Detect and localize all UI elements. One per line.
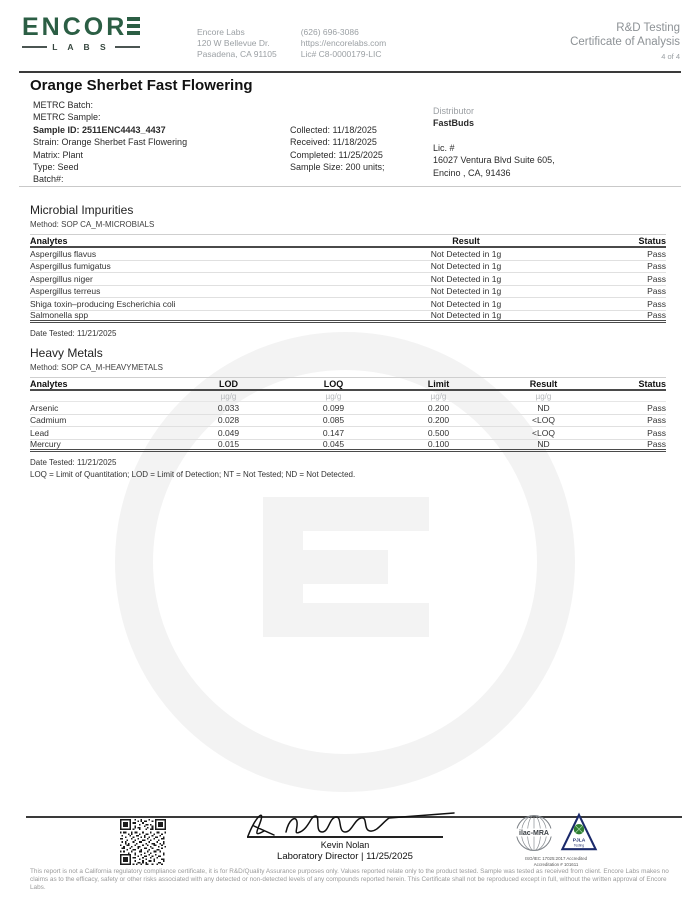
col-limit: Limit — [427, 378, 450, 389]
heavy-metals-method: Method: SOP CA_M-HEAVYMETALS — [30, 363, 163, 372]
collected-date: Collected: 11/18/2025 — [290, 124, 377, 135]
strain: Strain: Orange Sherbet Fast Flowering — [33, 137, 188, 148]
received-date: Received: 11/18/2025 — [290, 137, 377, 148]
lab-license: Lic# C8-0000179-LIC — [300, 49, 382, 59]
microbial-title: Microbial Impurities — [30, 203, 134, 217]
accreditation-standard: ISO/IEC 17025:2017 Accredited — [524, 856, 588, 861]
microbial-table-header — [30, 235, 666, 248]
svg-text:Testing: Testing — [573, 843, 585, 848]
status-value: Pass — [647, 415, 666, 426]
table-row: Shiga toxin–producing Escherichia coli Not Detected in 1g Pass — [30, 298, 666, 309]
unit-label: µg/g — [535, 391, 552, 401]
lab-address2: Pasadena, CA 91105 — [197, 49, 277, 59]
pjla-icon — [560, 812, 598, 854]
metrc-sample: METRC Sample: — [33, 112, 101, 123]
accreditation-block — [504, 812, 608, 867]
distributor-label: Distributor — [433, 106, 475, 116]
sample-size: Sample Size: 200 units; — [290, 162, 385, 173]
sample-details-column — [33, 99, 187, 186]
distributor-license-label: Lic. # — [433, 142, 455, 153]
microbial-date-tested: Date Tested: 11/21/2025 — [30, 329, 117, 338]
distributor-address1: 16027 Ventura Blvd Suite 605, — [433, 155, 555, 166]
distributor-name: FastBuds — [433, 118, 475, 129]
col-status: Status — [638, 235, 666, 246]
metrc-batch: METRC Batch: — [33, 100, 94, 110]
lab-phone: (626) 696-3086 — [300, 27, 359, 37]
col-result: Result — [529, 378, 558, 389]
unit-label: µg/g — [220, 391, 237, 401]
logo-text: ENCOR — [22, 13, 128, 41]
status-value: Pass — [647, 261, 666, 272]
header-divider — [19, 71, 681, 73]
status-value: Pass — [647, 310, 666, 321]
lab-contact-details — [301, 27, 387, 60]
sample-dates-column — [290, 124, 385, 174]
logo-e-icon — [127, 17, 140, 35]
heavy-metals-date-tested: Date Tested: 11/21/2025 — [30, 458, 117, 467]
table-row: Aspergillus terreus Not Detected in 1g Pass — [30, 286, 666, 297]
table-row: Salmonella spp Not Detected in 1g Pass — [30, 311, 666, 324]
ilac-mra-icon — [514, 813, 554, 853]
signer-name: Kevin Nolan — [320, 840, 370, 850]
logo-labs-row — [22, 42, 140, 52]
unit-label: µg/g — [325, 391, 342, 401]
sample-info — [33, 99, 666, 184]
logo-wordmark — [22, 15, 140, 39]
col-analytes: Analytes — [30, 378, 68, 389]
unit-label: µg/g — [430, 391, 447, 401]
microbial-section — [30, 203, 666, 338]
status-value: Pass — [647, 286, 666, 297]
lab-contact-info — [197, 27, 386, 60]
lab-address — [197, 27, 277, 60]
units-row — [30, 391, 666, 402]
signature-line — [247, 836, 443, 838]
status-value: Pass — [647, 402, 666, 413]
lab-name: Encore Labs — [197, 27, 245, 37]
table-row: Lead 0.049 0.147 0.500 <LOQ Pass — [30, 427, 666, 438]
page-title: Orange Sherbet Fast Flowering — [30, 77, 253, 94]
table-row: Cadmium 0.028 0.085 0.200 <LOQ Pass — [30, 415, 666, 426]
report-title: Certificate of Analysis — [570, 36, 680, 48]
heavy-metals-title: Heavy Metals — [30, 346, 103, 360]
heavy-metals-section — [30, 346, 666, 479]
watermark-e-icon — [263, 497, 429, 637]
svg-text:PJLA: PJLA — [572, 838, 586, 844]
col-result: Result — [452, 235, 480, 246]
status-value: Pass — [647, 248, 666, 259]
encore-logo — [22, 15, 140, 52]
microbial-table — [30, 234, 666, 323]
table-row: Aspergillus fumigatus Not Detected in 1g Pass — [30, 261, 666, 272]
logo-labs-text: L A B S — [52, 42, 110, 52]
heavy-metals-table-header — [30, 378, 666, 391]
svg-text:ilac-MRA: ilac-MRA — [519, 829, 549, 837]
table-row: Aspergillus flavus Not Detected in 1g Pass — [30, 248, 666, 259]
lab-address1: 120 W Bellevue Dr. — [197, 38, 270, 48]
table-row: Aspergillus niger Not Detected in 1g Pass — [30, 273, 666, 284]
lab-website[interactable]: https://encorelabs.com — [300, 38, 387, 48]
status-value: Pass — [647, 273, 666, 284]
report-type: R&D Testing — [616, 22, 680, 34]
col-status: Status — [638, 378, 666, 389]
abbreviation-legend: LOQ = Limit of Quantitation; LOD = Limit of Detection; NT = Not Tested; ND = Not Detected. — [30, 470, 356, 479]
heavy-metals-table — [30, 377, 666, 452]
signature-block — [228, 804, 462, 862]
microbial-method: Method: SOP CA_M-MICROBIALS — [30, 220, 155, 229]
distributor-address2: Encino , CA, 91436 — [433, 167, 511, 178]
disclaimer-text: This report is not a California regulatory compliance certificate, it is for R&D/Quality Assurance purposes only. Values reported relate only to the product tested. Sample was tested as received from client. Encore Labs makes no claims as to the efficacy, safety or other risks associated with any detected or non-detected levels of any compounds reported herein. This Certificate shall not be reproduced except in full, without the written approval of Encore Labs. — [30, 868, 669, 892]
status-value: Pass — [647, 439, 666, 450]
col-analytes: Analytes — [30, 235, 68, 246]
col-loq: LOQ — [323, 378, 344, 389]
signature-icon — [230, 804, 460, 844]
page-indicator: 4 of 4 — [661, 52, 680, 61]
accreditation-number: Accreditation # 101611 — [533, 861, 579, 867]
status-value: Pass — [647, 298, 666, 309]
distributor-column — [433, 105, 555, 179]
report-type-block — [570, 21, 680, 61]
sample-info-divider — [19, 186, 681, 187]
completed-date: Completed: 11/25/2025 — [290, 149, 383, 160]
col-lod: LOD — [219, 378, 238, 389]
sample-id: Sample ID: 2511ENC4443_4437 — [33, 124, 166, 135]
status-value: Pass — [647, 427, 666, 438]
qr-code — [120, 819, 166, 865]
table-row: Mercury 0.015 0.045 0.100 ND Pass — [30, 440, 666, 453]
signer-title: Laboratory Director | 11/25/2025 — [277, 851, 413, 862]
matrix: Matrix: Plant — [33, 149, 84, 160]
table-row: Arsenic 0.033 0.099 0.200 ND Pass — [30, 402, 666, 413]
sample-type: Type: Seed — [33, 162, 79, 173]
batch-number: Batch#: — [33, 174, 64, 185]
